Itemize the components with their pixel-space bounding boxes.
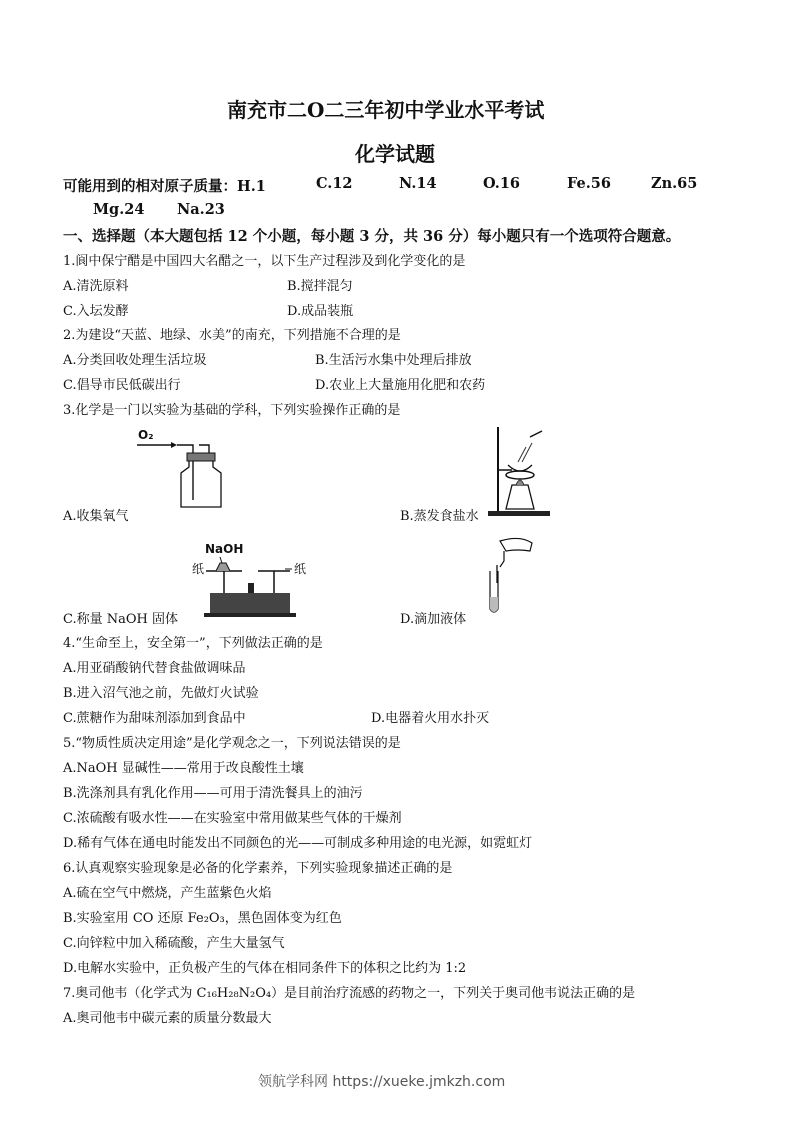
option-c: C.称量 NaOH 固体 <box>63 612 179 627</box>
option-a: A.清洗原料 <box>63 279 129 294</box>
option-c: C.蔗糖作为甜味剂添加到食品中 <box>63 711 246 726</box>
question-stem: 3.化学是一门以实验为基础的学科，下列实验操作正确的是 <box>63 403 401 418</box>
section-title: 一、选择题（本大题包括 12 个小题，每小题 3 分，共 36 分）每小题只有一个选项符合题意。 <box>63 228 681 245</box>
question-stem: 7.奥司他韦（化学式为 C₁₆H₂₈N₂O₄）是目前治疗流感的药物之一，下列关于奥司他韦说法正确的是 <box>63 986 636 1001</box>
atomic-mass-na: Na.23 <box>177 201 225 218</box>
atomic-mass-n: N.14 <box>399 175 437 192</box>
option-b: B.实验室用 CO 还原 Fe₂O₃，黑色固体变为红色 <box>63 911 342 926</box>
option-d: D.电解水实验中，正负极产生的气体在相同条件下的体积之比约为 1:2 <box>63 961 467 976</box>
paper-right-label: 纸 <box>294 562 307 576</box>
option-a: A.分类回收处理生活垃圾 <box>63 353 207 368</box>
paper-left-label: 纸 <box>192 562 205 576</box>
option-a: A.硫在空气中燃烧，产生蓝紫色火焰 <box>63 886 272 901</box>
option-a: A.NaOH 显碱性——常用于改良酸性土壤 <box>63 761 304 776</box>
option-a: A.收集氧气 <box>63 509 129 524</box>
option-c: C.向锌粒中加入稀硫酸，产生大量氢气 <box>63 936 285 951</box>
naoh-label: NaOH <box>205 542 244 556</box>
option-b: B.蒸发食盐水 <box>400 509 479 524</box>
balance-figure <box>190 535 310 620</box>
atomic-mass-c: C.12 <box>316 175 353 192</box>
question-stem: 5.“物质性质决定用途”是化学观念之一，下列说法错误的是 <box>63 736 401 751</box>
option-a: A.奥司他韦中碳元素的质量分数最大 <box>63 1011 272 1026</box>
option-c: C.倡导市民低碳出行 <box>63 378 181 393</box>
option-b: B.生活污水集中处理后排放 <box>315 353 472 368</box>
question-stem: 2.为建设“天蓝、地绿、水美”的南充，下列措施不合理的是 <box>63 328 401 343</box>
option-d: D.农业上大量施用化肥和农药 <box>315 378 486 393</box>
option-c: C.入坛发酵 <box>63 304 129 319</box>
dropper-figure <box>480 535 540 620</box>
atomic-mass-mg: Mg.24 <box>93 201 145 218</box>
atomic-mass-label: 可能用到的相对原子质量：H.1 <box>63 178 266 195</box>
exam-subtitle: 化学试题 <box>355 142 435 166</box>
exam-title: 南充市二O二三年初中学业水平考试 <box>227 98 545 122</box>
gas-collection-figure <box>135 425 225 520</box>
option-d: D.滴加液体 <box>400 612 467 627</box>
option-b: B.洗涤剂具有乳化作用——可用于清洗餐具上的油污 <box>63 786 363 801</box>
atomic-mass-o: O.16 <box>483 175 521 192</box>
option-d: D.稀有气体在通电时能发出不同颜色的光——可制成多种用途的电光源，如霓虹灯 <box>63 836 533 851</box>
o2-label: O₂ <box>138 428 154 442</box>
atomic-mass-fe: Fe.56 <box>567 175 611 192</box>
footer-watermark: 领航学科网 https://xueke.jmkzh.com <box>258 1074 506 1090</box>
option-d: D.成品装瓶 <box>287 304 354 319</box>
question-stem: 1.阆中保宁醋是中国四大名醋之一，以下生产过程涉及到化学变化的是 <box>63 254 466 269</box>
option-d: D.电器着火用水扑灭 <box>371 711 490 726</box>
option-b: B.进入沼气池之前，先做灯火试验 <box>63 686 259 701</box>
question-stem: 4.“生命至上，安全第一”，下列做法正确的是 <box>63 636 323 651</box>
option-a: A.用亚硝酸钠代替食盐做调味品 <box>63 661 246 676</box>
question-stem: 6.认真观察实验现象是必备的化学素养，下列实验现象描述正确的是 <box>63 861 453 876</box>
atomic-mass-zn: Zn.65 <box>651 175 698 192</box>
evaporation-figure <box>488 425 558 520</box>
option-c: C.浓硫酸有吸水性——在实验室中常用做某些气体的干燥剂 <box>63 811 402 826</box>
option-b: B.搅拌混匀 <box>287 279 353 294</box>
